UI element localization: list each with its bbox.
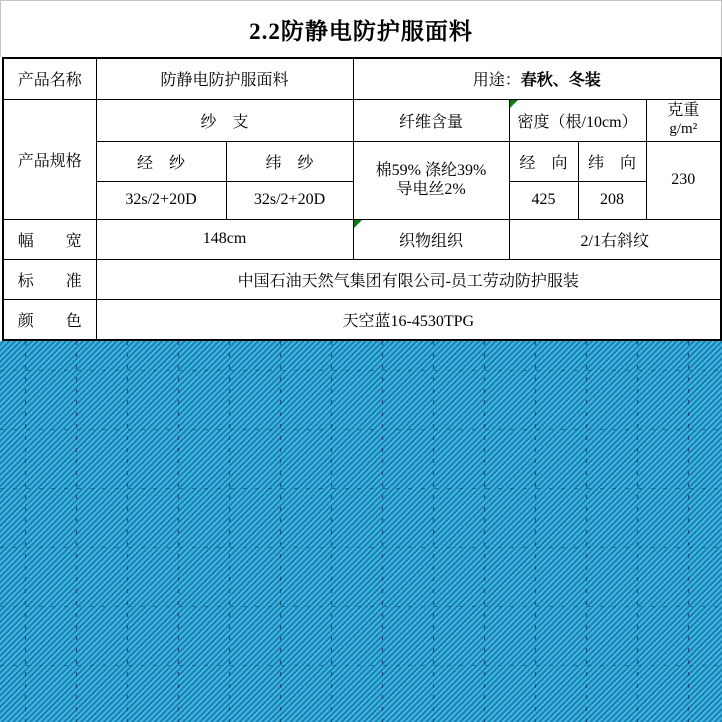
weave-value: 2/1右斜纹 [509, 219, 721, 259]
weight-value: 230 [646, 141, 721, 219]
width-label: 幅 宽 [3, 219, 96, 259]
usage-prefix: 用途： [472, 72, 521, 90]
usage-value: 春秋、冬装 [520, 72, 601, 90]
fiber-line2: 导电丝2% [396, 181, 466, 198]
warp-density-value: 425 [509, 181, 578, 219]
density-header-text: 密度（根/10cm） [517, 113, 638, 131]
spec-table [2, 57, 722, 341]
weft-yarn-value: 32s/2+20D [226, 181, 353, 219]
page-title: 2.2防静电防护服面料 [0, 0, 722, 57]
spec-label: 产品规格 [3, 99, 96, 219]
cell-flag-icon [354, 220, 362, 228]
weft-yarn-header: 纬 纱 [226, 141, 353, 181]
fiber-content-value [353, 141, 509, 219]
table-row [3, 219, 721, 259]
product-name-value: 防静电防护服面料 [96, 58, 353, 99]
fabric-swatch-svg [0, 341, 722, 722]
standard-label: 标 准 [3, 259, 96, 299]
product-name-label: 产品名称 [3, 58, 96, 99]
color-label: 颜 色 [3, 299, 96, 340]
standard-value: 中国石油天然气集团有限公司-员工劳动防护服装 [96, 259, 721, 299]
table-row [3, 141, 721, 181]
fabric-swatch-image [0, 341, 722, 722]
table-row [3, 299, 721, 340]
table-row [3, 259, 721, 299]
usage-cell [353, 58, 721, 99]
weft-direction-header: 纬 向 [578, 141, 646, 181]
warp-direction-header: 经 向 [509, 141, 578, 181]
density-header [509, 99, 646, 141]
cell-flag-icon [510, 100, 518, 108]
color-value: 天空蓝16-4530TPG [96, 299, 721, 340]
fiber-line1: 棉59% 涤纶39% [375, 162, 487, 179]
fiber-content-header: 纤维含量 [353, 99, 509, 141]
weft-density-value: 208 [578, 181, 646, 219]
weight-header-line1: 克重 [667, 102, 700, 119]
width-value: 148cm [96, 219, 353, 259]
yarn-count-header: 纱 支 [96, 99, 353, 141]
table-row [3, 58, 721, 99]
weave-label-text: 织物组织 [399, 232, 464, 250]
weight-header-line2: g/m² [669, 121, 698, 137]
weave-label [353, 219, 509, 259]
warp-yarn-value: 32s/2+20D [96, 181, 226, 219]
weight-header [646, 99, 721, 141]
warp-yarn-header: 经 纱 [96, 141, 226, 181]
table-row [3, 99, 721, 141]
